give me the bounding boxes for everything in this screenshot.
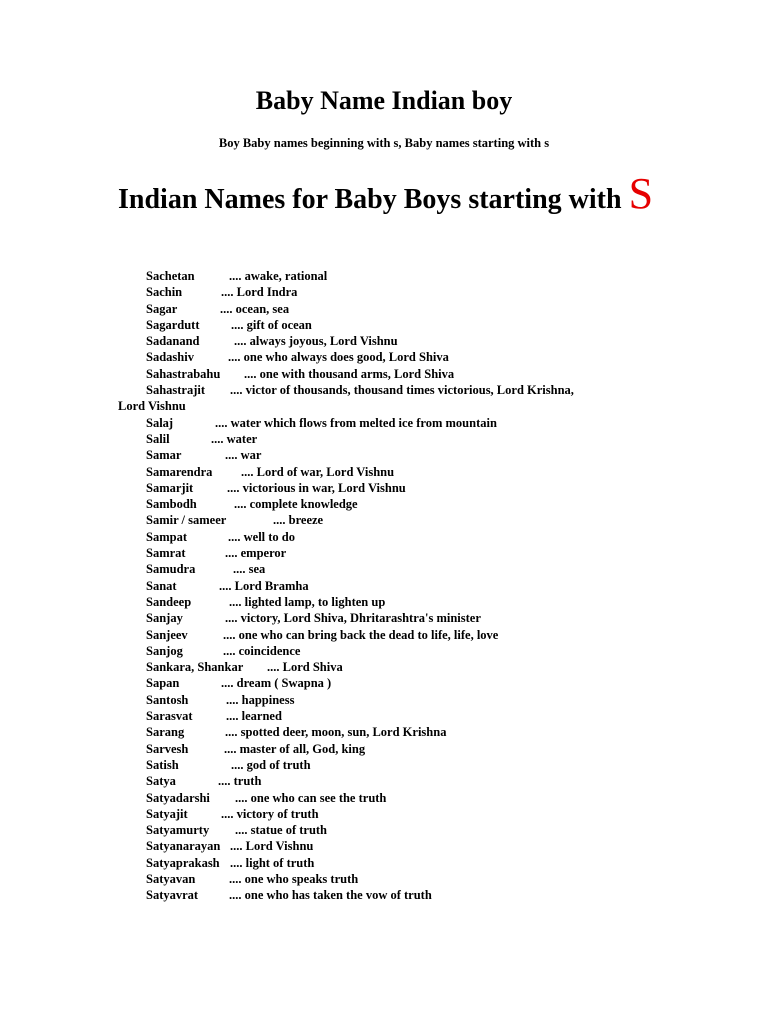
name-meaning: .... one who speaks truth [229, 871, 359, 886]
page-title: Baby Name Indian boy [255, 86, 513, 115]
name-meaning: .... Lord Indra [221, 285, 298, 300]
name-meaning: .... god of truth [231, 757, 311, 772]
list-item [0, 675, 768, 691]
baby-name: Samar [146, 448, 182, 463]
baby-name: Sahastrajit [146, 383, 206, 398]
name-meaning: .... one who can see the truth [235, 790, 387, 805]
list-item [0, 496, 768, 512]
list-item [0, 447, 768, 463]
list-item [0, 578, 768, 594]
baby-name: Sanat [146, 578, 177, 593]
name-meaning: .... victorious in war, Lord Vishnu [227, 480, 406, 495]
name-meaning-continued: Lord Vishnu [118, 399, 186, 414]
list-item [0, 431, 768, 447]
baby-name: Sagardutt [146, 317, 200, 332]
name-meaning: .... Lord Bramha [219, 578, 309, 593]
baby-name: Sadanand [146, 334, 200, 349]
list-item [0, 284, 768, 300]
name-meaning: .... water [211, 431, 258, 446]
name-meaning: .... master of all, God, king [224, 741, 366, 756]
baby-name: Sandeep [146, 594, 192, 609]
name-meaning: .... victory, Lord Shiva, Dhritarashtra's minister [225, 611, 481, 626]
baby-name: Sapan [146, 676, 180, 691]
name-meaning: .... lighted lamp, to lighten up [229, 594, 386, 609]
list-item [0, 773, 768, 789]
list-item [0, 301, 768, 317]
name-meaning: .... victory of truth [221, 806, 319, 821]
list-item [0, 268, 768, 284]
baby-name: Satyamurty [146, 823, 210, 838]
list-item [0, 724, 768, 740]
name-meaning: .... one with thousand arms, Lord Shiva [244, 366, 455, 381]
baby-name: Sanjeev [146, 627, 188, 642]
list-item [0, 741, 768, 757]
list-item [0, 708, 768, 724]
name-meaning: .... awake, rational [229, 269, 328, 283]
name-meaning: .... water which flows from melted ice from mountain [215, 415, 497, 430]
baby-name: Sampat [146, 529, 187, 544]
list-item [0, 349, 768, 365]
list-item [0, 659, 768, 675]
list-item [0, 366, 768, 382]
list-item [0, 871, 768, 887]
name-meaning: .... truth [218, 774, 262, 789]
name-meaning: .... war [225, 448, 262, 463]
baby-name: Sagar [146, 301, 178, 316]
name-meaning: .... always joyous, Lord Vishnu [234, 334, 398, 349]
baby-name: Sambodh [146, 497, 197, 512]
list-item [0, 887, 768, 903]
baby-name: Santosh [146, 692, 189, 707]
baby-name: Sarvesh [146, 741, 189, 756]
baby-name: Salaj [146, 415, 174, 430]
baby-name: Satyavan [146, 871, 196, 886]
list-item [0, 594, 768, 610]
list-item [0, 464, 768, 480]
baby-name: Sachin [146, 285, 183, 300]
baby-name: Satya [146, 774, 176, 789]
name-meaning: .... complete knowledge [234, 497, 358, 512]
name-meaning: .... statue of truth [235, 823, 328, 838]
list-item [0, 790, 768, 806]
list-item [0, 333, 768, 349]
list-item [0, 561, 768, 577]
list-item [0, 838, 768, 854]
page-subtitle: Boy Baby names beginning with s, Baby names starting with s [218, 136, 550, 150]
list-item [0, 382, 768, 415]
baby-name: Satyaprakash [146, 855, 220, 870]
list-item [0, 822, 768, 838]
name-meaning: .... gift of ocean [231, 317, 312, 332]
baby-name: Satyajit [146, 806, 188, 821]
list-item [0, 806, 768, 822]
baby-name: Salil [146, 431, 170, 446]
baby-name: Sarang [146, 725, 185, 740]
list-item [0, 627, 768, 643]
name-meaning: .... learned [226, 709, 282, 724]
list-item [0, 545, 768, 561]
name-meaning: .... spotted deer, moon, sun, Lord Krishna [225, 725, 447, 740]
list-item [0, 855, 768, 871]
name-meaning: .... happiness [226, 692, 295, 707]
list-item [0, 317, 768, 333]
list-item [0, 757, 768, 773]
baby-name: Satish [146, 757, 179, 772]
list-item [0, 610, 768, 626]
name-meaning: .... one who has taken the vow of truth [229, 888, 432, 903]
section-heading-letter: S [628, 169, 654, 218]
name-meaning: .... dream ( Swapna ) [221, 676, 332, 691]
name-list [0, 268, 768, 904]
name-meaning: .... Lord of war, Lord Vishnu [241, 464, 395, 479]
name-meaning: .... victor of thousands, thousand times victorious, Lord Krishna, [230, 383, 574, 398]
name-meaning: .... ocean, sea [220, 301, 290, 316]
baby-name: Satyanarayan [146, 839, 221, 854]
baby-name: Samrat [146, 546, 186, 561]
list-item [0, 529, 768, 545]
baby-name: Sarasvat [146, 709, 193, 724]
name-meaning: .... sea [233, 562, 266, 577]
baby-name: Sahastrabahu [146, 366, 221, 381]
name-meaning: .... emperor [225, 546, 287, 561]
name-meaning: .... coincidence [223, 643, 301, 658]
baby-name: Sadashiv [146, 350, 194, 365]
list-item [0, 512, 768, 528]
list-item [0, 480, 768, 496]
baby-name: Sanjog [146, 643, 183, 658]
baby-name: Sanjay [146, 611, 183, 626]
name-meaning: .... Lord Vishnu [230, 839, 314, 854]
baby-name: Samir / sameer [146, 513, 227, 528]
list-item [0, 692, 768, 708]
baby-name: Sachetan [146, 269, 195, 283]
name-meaning: .... one who can bring back the dead to life, life, love [223, 627, 499, 642]
baby-name: Satyadarshi [146, 790, 210, 805]
baby-name: Samarendra [146, 464, 213, 479]
list-item [0, 643, 768, 659]
section-heading [118, 170, 678, 224]
name-meaning: .... well to do [228, 529, 296, 544]
baby-name: Satyavrat [146, 888, 199, 903]
name-meaning: .... light of truth [230, 855, 315, 870]
list-item [0, 415, 768, 431]
name-meaning: .... Lord Shiva [267, 660, 343, 675]
baby-name: Samudra [146, 562, 196, 577]
name-meaning: .... breeze [273, 513, 324, 528]
baby-name: Samarjit [146, 480, 194, 495]
section-heading-text: Indian Names for Baby Boys starting with [118, 184, 622, 215]
baby-name: Sankara, Shankar [146, 660, 244, 675]
name-meaning: .... one who always does good, Lord Shiva [228, 350, 449, 365]
